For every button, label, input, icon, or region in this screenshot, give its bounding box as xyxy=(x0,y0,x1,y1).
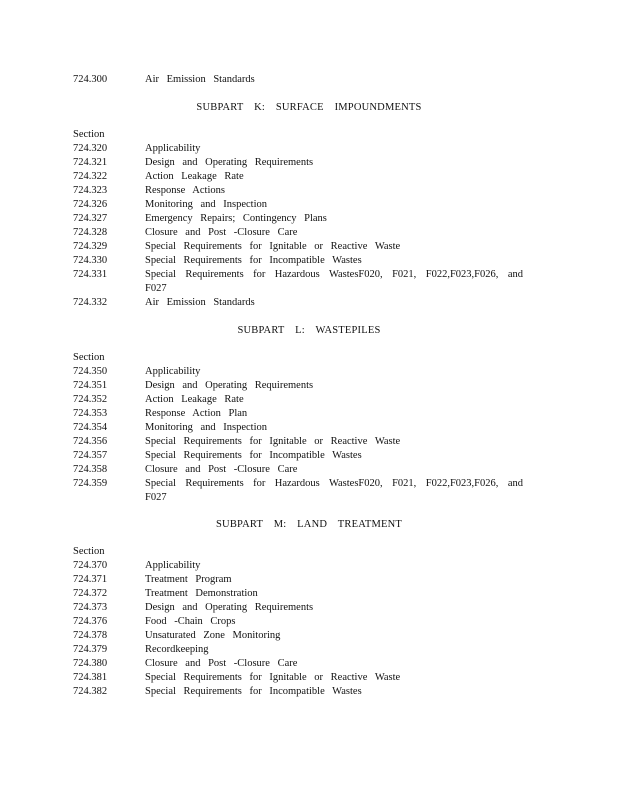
section-label-row xyxy=(0,545,618,559)
toc-row xyxy=(0,671,618,685)
section-number: 724.322 xyxy=(73,171,108,182)
section-title: Design and Operating Requirements xyxy=(145,602,314,613)
toc-row xyxy=(0,587,618,601)
section-title: Applicability xyxy=(145,560,201,571)
section-number: 724.352 xyxy=(73,394,108,405)
toc-row xyxy=(0,73,618,87)
section-number: 724.379 xyxy=(73,644,108,655)
section-column-label: Section xyxy=(73,546,105,557)
toc-row xyxy=(0,198,618,212)
section-column-label: Section xyxy=(73,352,105,363)
section-number: 724.328 xyxy=(73,227,108,238)
section-number: 724.358 xyxy=(73,464,108,475)
section-number: 724.382 xyxy=(73,686,108,697)
section-number: 724.321 xyxy=(73,157,108,168)
section-title: Closure and Post -Closure Care xyxy=(145,658,298,669)
section-title: Unsaturated Zone Monitoring xyxy=(145,630,281,641)
section-title: Air Emission Standards xyxy=(145,74,255,85)
section-title: Special Requirements for Incompatible Wastes xyxy=(145,255,362,266)
section-number: 724.327 xyxy=(73,213,108,224)
subpart-l-heading-row xyxy=(0,324,618,338)
section-number: 724.320 xyxy=(73,143,108,154)
toc-row xyxy=(0,156,618,170)
section-title: Food -Chain Crops xyxy=(145,616,236,627)
section-column-label: Section xyxy=(73,129,105,140)
toc-row xyxy=(0,643,618,657)
section-number: 724.373 xyxy=(73,602,108,613)
toc-row xyxy=(0,559,618,573)
section-title: Monitoring and Inspection xyxy=(145,199,267,210)
section-title: Design and Operating Requirements xyxy=(145,157,314,168)
toc-row xyxy=(0,365,618,379)
section-number: 724.326 xyxy=(73,199,108,210)
toc-row xyxy=(0,268,618,282)
section-title: Action Leakage Rate xyxy=(145,171,244,182)
toc-row xyxy=(0,393,618,407)
section-title: Response Action Plan xyxy=(145,408,248,419)
toc-row xyxy=(0,449,618,463)
section-number: 724.359 xyxy=(73,478,108,489)
section-title: Air Emission Standards xyxy=(145,297,255,308)
section-title: Design and Operating Requirements xyxy=(145,380,314,391)
section-number: 724.329 xyxy=(73,241,108,252)
section-number: 724.354 xyxy=(73,422,108,433)
section-number: 724.376 xyxy=(73,616,108,627)
section-number: 724.330 xyxy=(73,255,108,266)
section-title: Special Requirements for Ignitable or Reactive Waste xyxy=(145,672,401,683)
subpart-heading: SUBPART L: WASTEPILES xyxy=(237,325,381,336)
section-title: Closure and Post -Closure Care xyxy=(145,227,298,238)
section-title: Applicability xyxy=(145,366,201,377)
section-title: Recordkeeping xyxy=(145,644,209,655)
toc-row xyxy=(0,435,618,449)
section-number: 724.357 xyxy=(73,450,108,461)
toc-row xyxy=(0,421,618,435)
subpart-heading: SUBPART K: SURFACE IMPOUNDMENTS xyxy=(196,102,422,113)
section-title: Special Requirements for Ignitable or Reactive Waste xyxy=(145,436,401,447)
toc-row xyxy=(0,657,618,671)
toc-row xyxy=(0,379,618,393)
section-title: Special Requirements for Hazardous WastesF020, F021, F022,F023,F026, and xyxy=(145,269,523,280)
section-number: 724.323 xyxy=(73,185,108,196)
section-title: Closure and Post -Closure Care xyxy=(145,464,298,475)
section-number: 724.378 xyxy=(73,630,108,641)
section-number: 724.353 xyxy=(73,408,108,419)
toc-row xyxy=(0,601,618,615)
section-number: 724.372 xyxy=(73,588,108,599)
toc-row xyxy=(0,407,618,421)
section-title-continuation: F027 xyxy=(145,283,167,294)
toc-row xyxy=(0,477,618,491)
section-number: 724.380 xyxy=(73,658,108,669)
section-title: Treatment Demonstration xyxy=(145,588,258,599)
section-title: Action Leakage Rate xyxy=(145,394,244,405)
section-title-continuation: F027 xyxy=(145,492,167,503)
toc-row xyxy=(0,184,618,198)
toc-row-continuation xyxy=(0,282,618,296)
section-number: 724.356 xyxy=(73,436,108,447)
section-title: Special Requirements for Incompatible Wastes xyxy=(145,450,362,461)
subpart-k-heading-row xyxy=(0,101,618,115)
section-title: Applicability xyxy=(145,143,201,154)
toc-row xyxy=(0,170,618,184)
section-number: 724.331 xyxy=(73,269,108,280)
section-label-row xyxy=(0,351,618,365)
subpart-heading: SUBPART M: LAND TREATMENT xyxy=(216,519,402,530)
section-title: Special Requirements for Ignitable or Reactive Waste xyxy=(145,241,401,252)
section-number: 724.370 xyxy=(73,560,108,571)
section-title: Emergency Repairs; Contingency Plans xyxy=(145,213,327,224)
section-label-row xyxy=(0,128,618,142)
section-number: 724.332 xyxy=(73,297,108,308)
toc-row xyxy=(0,463,618,477)
section-number: 724.351 xyxy=(73,380,108,391)
section-title: Special Requirements for Incompatible Wastes xyxy=(145,686,362,697)
toc-row xyxy=(0,685,618,699)
section-number: 724.371 xyxy=(73,574,108,585)
section-title: Treatment Program xyxy=(145,574,232,585)
toc-row xyxy=(0,226,618,240)
toc-row xyxy=(0,573,618,587)
section-title: Special Requirements for Hazardous WastesF020, F021, F022,F023,F026, and xyxy=(145,478,523,489)
toc-row xyxy=(0,629,618,643)
subpart-m-heading-row xyxy=(0,518,618,532)
section-title: Monitoring and Inspection xyxy=(145,422,267,433)
section-number: 724.300 xyxy=(73,74,108,85)
toc-row xyxy=(0,240,618,254)
toc-row-continuation xyxy=(0,491,618,505)
toc-row xyxy=(0,212,618,226)
toc-row xyxy=(0,296,618,310)
toc-row xyxy=(0,142,618,156)
section-number: 724.381 xyxy=(73,672,108,683)
toc-row xyxy=(0,615,618,629)
section-title: Response Actions xyxy=(145,185,225,196)
toc-row xyxy=(0,254,618,268)
section-number: 724.350 xyxy=(73,366,108,377)
